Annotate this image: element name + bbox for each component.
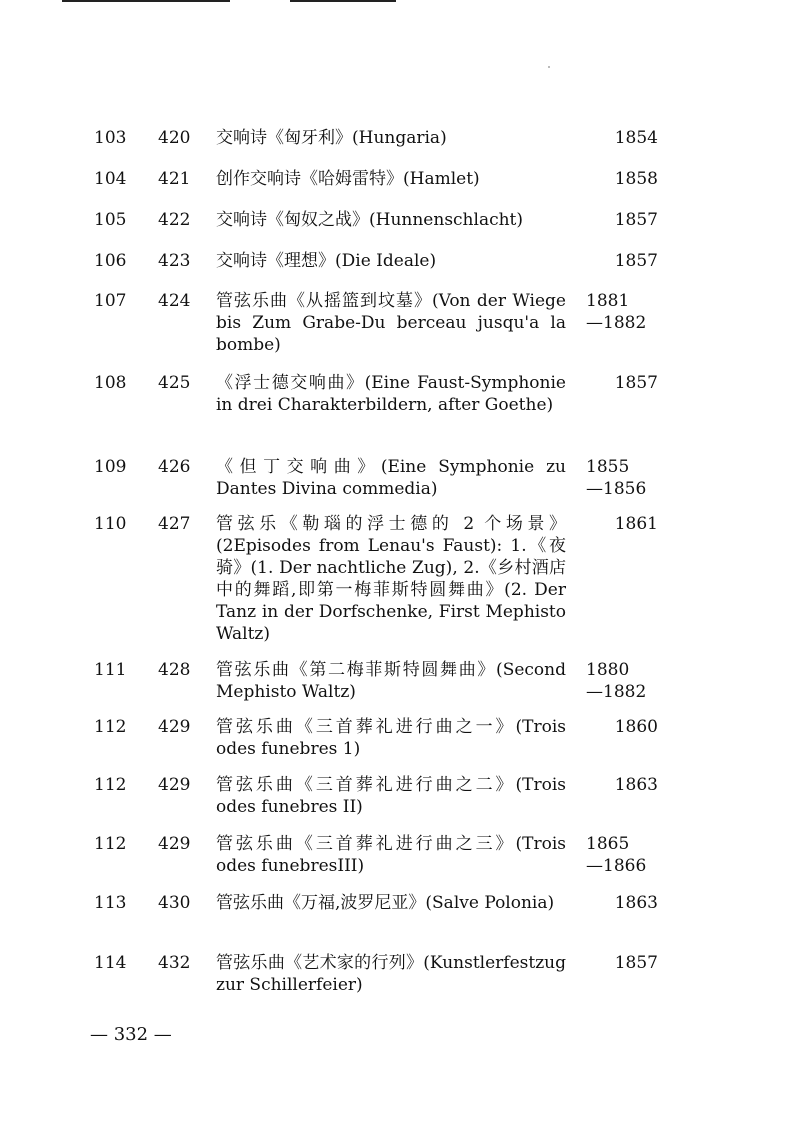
year: 1863	[614, 893, 658, 913]
top-rule-left	[62, 0, 230, 2]
year: 1854	[614, 128, 658, 148]
work-title: 管弦乐曲《万福,波罗尼亚》(Salve Polonia)	[216, 893, 555, 913]
item-number: 110	[94, 514, 127, 534]
catalog-number: 424	[158, 291, 191, 311]
item-number: 108	[94, 373, 127, 393]
catalog-number: 427	[158, 514, 191, 534]
item-number: 112	[94, 834, 127, 854]
year: 1858	[614, 169, 658, 189]
scan-speck	[548, 66, 550, 68]
year-to: —1856	[586, 479, 647, 499]
year: 1857	[614, 251, 658, 271]
year-from: 1880	[586, 660, 630, 680]
catalog-number: 429	[158, 775, 191, 795]
catalog-number: 432	[158, 953, 191, 973]
work-title: 管弦乐曲《第二梅菲斯特圆舞曲》(Second Mephisto Waltz)	[216, 660, 566, 702]
year-from: 1865	[586, 834, 630, 854]
item-number: 114	[94, 953, 127, 973]
item-number: 112	[94, 775, 127, 795]
year: 1861	[614, 514, 658, 534]
item-number: 106	[94, 251, 127, 271]
item-number: 109	[94, 457, 127, 477]
year: 1860	[614, 717, 658, 737]
catalog-number: 425	[158, 373, 191, 393]
work-title: 交响诗《匈奴之战》(Hunnenschlacht)	[216, 210, 524, 230]
item-number: 113	[94, 893, 127, 913]
catalog-number: 421	[158, 169, 191, 189]
work-title: 管弦乐曲《三首葬礼进行曲之一》(Trois odes funebres 1)	[216, 717, 566, 759]
page-number: — 332 —	[90, 1024, 172, 1045]
year-range	[586, 833, 658, 877]
work-title: 管弦乐曲《艺术家的行列》(Kunstlerfestzug zur Schillerfeier)	[216, 953, 566, 995]
work-title: 《但丁交响曲》(Eine Symphonie zu Dantes Divina commedia)	[216, 457, 566, 499]
item-number: 105	[94, 210, 127, 230]
work-title: 交响诗《匈牙利》(Hungaria)	[216, 128, 447, 148]
catalog-number: 422	[158, 210, 191, 230]
top-rule-right	[290, 0, 396, 2]
year: 1863	[614, 775, 658, 795]
item-number: 111	[94, 660, 127, 680]
year: 1857	[614, 210, 658, 230]
year-range	[586, 290, 658, 334]
catalog-number: 428	[158, 660, 191, 680]
work-title: 创作交响诗《哈姆雷特》(Hamlet)	[216, 169, 480, 189]
work-title: 管弦乐曲《三首葬礼进行曲之二》(Trois odes funebres II)	[216, 775, 566, 817]
year-to: —1866	[586, 856, 647, 876]
catalog-number: 429	[158, 717, 191, 737]
work-title: 管弦乐曲《三首葬礼进行曲之三》(Trois odes funebresIII)	[216, 834, 566, 876]
year-from: 1855	[586, 457, 630, 477]
year: 1857	[614, 953, 658, 973]
catalog-number: 430	[158, 893, 191, 913]
year-range	[586, 456, 658, 500]
work-title: 交响诗《理想》(Die Ideale)	[216, 251, 437, 271]
item-number: 112	[94, 717, 127, 737]
year-range	[586, 659, 658, 703]
work-title: 管弦乐《勒瑙的浮士德的 2 个场景》(2Episodes from Lenau's Faust): 1.《夜骑》(1. Der nachtliche Zug), 2.《乡村酒店中的舞蹈,即第一梅菲斯特圆舞曲》(2. Der Tanz in der Dorfschenke, First Mephisto Waltz)	[216, 514, 566, 644]
year-to: —1882	[586, 682, 647, 702]
year-to: —1882	[586, 313, 647, 333]
work-title: 管弦乐曲《从摇篮到坟墓》(Von der Wiege bis Zum Grabe-Du berceau jusqu'a la bombe)	[216, 291, 566, 355]
work-title: 《浮士德交响曲》(Eine Faust-Symphonie in drei Charakterbildern, after Goethe)	[216, 373, 566, 415]
catalog-number: 429	[158, 834, 191, 854]
catalog-number: 426	[158, 457, 191, 477]
item-number: 107	[94, 291, 127, 311]
year: 1857	[614, 373, 658, 393]
catalog-number: 423	[158, 251, 191, 271]
year-from: 1881	[586, 291, 630, 311]
item-number: 104	[94, 169, 127, 189]
item-number: 103	[94, 128, 127, 148]
catalog-number: 420	[158, 128, 191, 148]
